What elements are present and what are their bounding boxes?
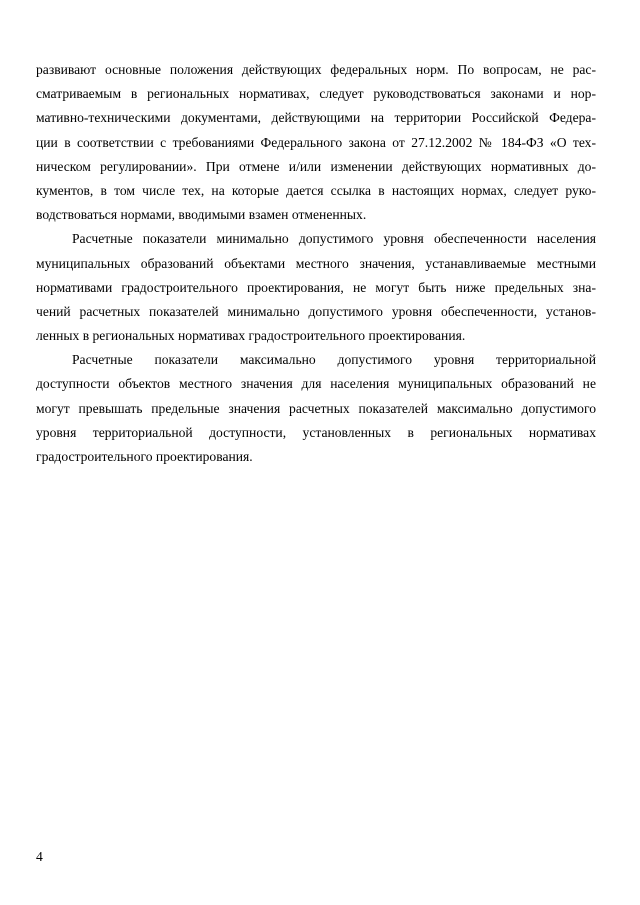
text-line: муниципальных образований объектами местного значения, устанавливаемые местными bbox=[36, 255, 596, 271]
text-line: кументов, в том числе тех, на которые дается ссылка в настоящих нормах, следует руко- bbox=[36, 182, 596, 198]
text-line: ническом регулировании». При отмене и/или изменении действующих нормативных до- bbox=[36, 158, 596, 174]
text-line: Расчетные показатели максимально допустимого уровня территориальной bbox=[72, 352, 596, 368]
text-line: водствоваться нормами, вводимыми взамен отмененных. bbox=[36, 207, 367, 223]
text-line: сматриваемым в региональных нормативах, следует руководствоваться законами и нор- bbox=[36, 86, 596, 102]
text-line: доступности объектов местного значения для населения муниципальных образований не bbox=[36, 376, 596, 392]
paragraph-1 bbox=[36, 58, 596, 227]
text-line: Расчетные показатели минимально допустимого уровня обеспеченности населения bbox=[72, 231, 596, 247]
text-line: могут превышать предельные значения расчетных показателей максимально допустимого bbox=[36, 400, 596, 416]
text-line: мативно-техническими документами, действующими на территории Российской Федера- bbox=[36, 110, 596, 126]
text-line: чений расчетных показателей минимально допустимого уровня обеспеченности, установ- bbox=[36, 303, 596, 319]
text-line: ленных в региональных нормативах градостроительного проектирования. bbox=[36, 328, 466, 344]
text-line: уровня территориальной доступности, установленных в региональных нормативах bbox=[36, 424, 596, 440]
paragraph-2 bbox=[36, 227, 596, 348]
body-text bbox=[36, 58, 596, 469]
paragraph-3 bbox=[36, 348, 596, 469]
text-line: ции в соответствии с требованиями Федерального закона от 27.12.2002 № 184-ФЗ «О тех- bbox=[36, 134, 596, 150]
page-number: 4 bbox=[36, 849, 43, 864]
text-line: нормативами градостроительного проектирования, не могут быть ниже предельных зна- bbox=[36, 279, 596, 295]
text-line: градостроительного проектирования. bbox=[36, 449, 253, 464]
text-line: развивают основные положения действующих федеральных норм. По вопросам, не рас- bbox=[36, 62, 596, 77]
